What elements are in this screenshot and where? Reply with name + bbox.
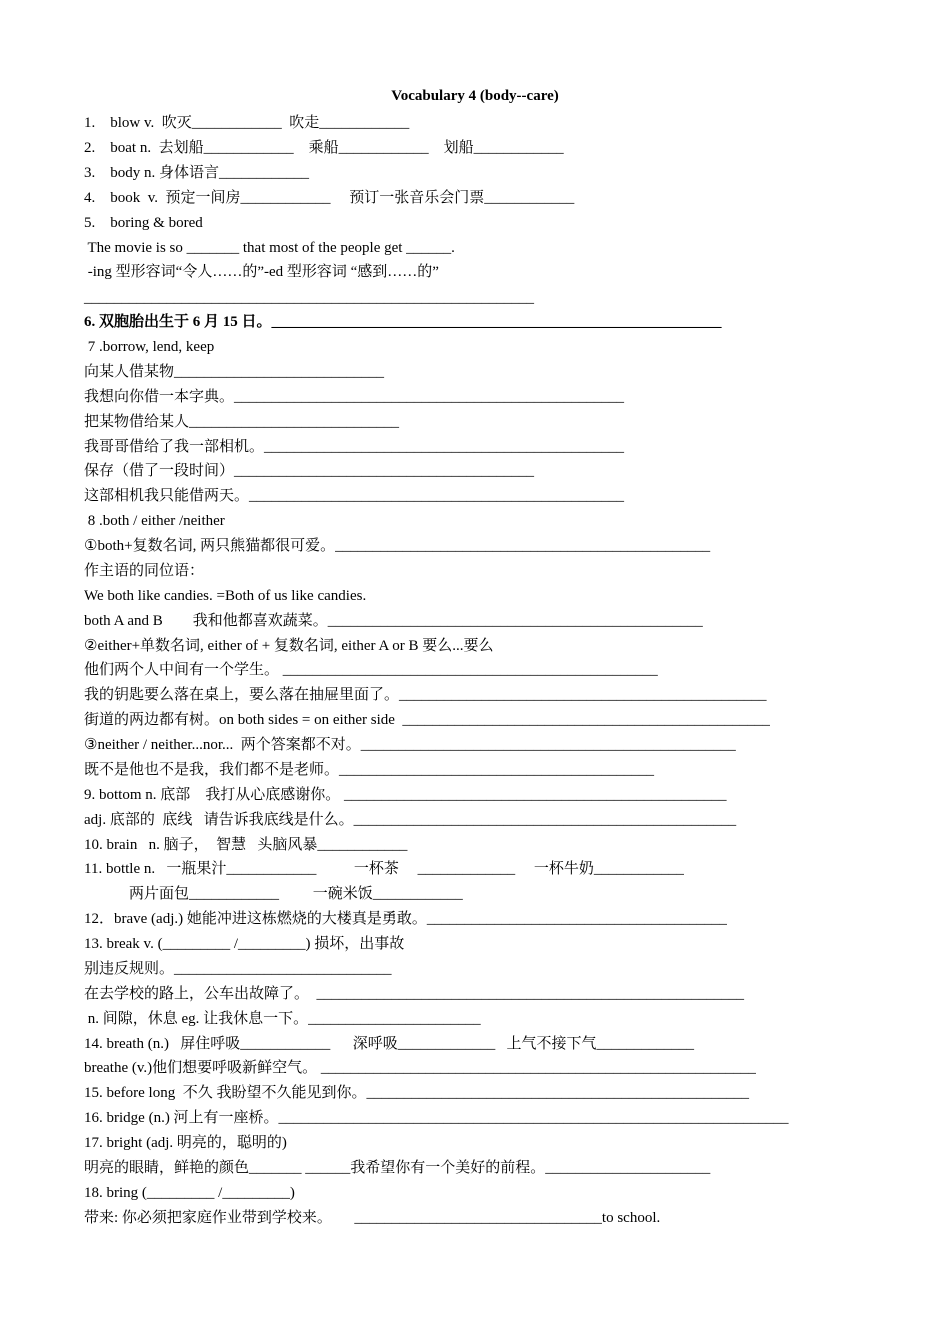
line-22: ②either+单数名词, either of + 复数名词, either A or B 要么...要么 bbox=[84, 638, 494, 654]
line-17: 8 .both / either /neither bbox=[84, 513, 225, 529]
line-11: 向某人借某物____________________________ bbox=[84, 364, 385, 380]
line-24: 我的钥匙要么落在桌上，要么落在抽屉里面了。_________________________________________________ bbox=[84, 687, 767, 703]
line-29: adj. 底部的 底线 请告诉我底线是什么。___________________________________________________ bbox=[84, 812, 737, 828]
line-44: 18. bring (_________ /_________) bbox=[84, 1185, 295, 1201]
line-7: -ing 型形容词“令人……的”-ed 型形容词 “感到……的” bbox=[84, 264, 439, 280]
line-45: 带来: 你必须把家庭作业带到学校来。 _________________________________to school. bbox=[84, 1210, 661, 1226]
line-37: n. 间隙，休息 eg. 让我休息一下。_______________________ bbox=[84, 1011, 481, 1027]
line-15: 保存（借了一段时间）________________________________________ bbox=[84, 463, 535, 479]
line-31: 11. bottle n. 一瓶果汁____________ 一杯茶 _____________ 一杯牛奶____________ bbox=[84, 861, 684, 877]
line-40: 15. before long 不久 我盼望不久能见到你。___________________________________________________ bbox=[84, 1085, 749, 1101]
page-title: Vocabulary 4 (body--care) bbox=[391, 88, 559, 104]
line-34: 13. break v. (_________ /_________) 损坏，出事故 bbox=[84, 936, 405, 952]
line-26: ③neither / neither...nor... 两个答案都不对。__________________________________________________ bbox=[84, 737, 736, 753]
line-30: 10. brain n. 脑子， 智慧 头脑风暴____________ bbox=[84, 837, 408, 853]
line-38: 14. breath (n.) 屏住呼吸____________ 深呼吸_____________ 上气不接下气_____________ bbox=[84, 1036, 694, 1052]
line-1: 1. blow v. 吹灭____________ 吹走____________ bbox=[84, 115, 410, 131]
line-39: breathe (v.)他们想要呼吸新鲜空气。 __________________________________________________________ bbox=[84, 1060, 756, 1076]
line-19: 作主语的同位语： bbox=[84, 563, 205, 579]
line-9: 6. 双胞胎出生于 6 月 15 日。____________________________________________________________ bbox=[84, 314, 722, 330]
line-21: both A and B 我和他都喜欢蔬菜。__________________________________________________ bbox=[84, 613, 703, 629]
line-2: 2. boat n. 去划船____________ 乘船____________ 划船____________ bbox=[84, 140, 564, 156]
line-27: 既不是他也不是我，我们都不是老师。__________________________________________ bbox=[84, 762, 655, 778]
line-20: We both like candies. =Both of us like candies. bbox=[84, 588, 367, 604]
line-33: 12．brave (adj.) 她能冲进这栋燃烧的大楼真是勇敢。________________________________________ bbox=[84, 911, 727, 927]
line-10: 7 .borrow, lend, keep bbox=[84, 339, 215, 355]
line-18: ①both+复数名词, 两只熊猫都很可爱。__________________________________________________ bbox=[84, 538, 711, 554]
line-36: 在去学校的路上，公车出故障了。 _________________________________________________________ bbox=[84, 986, 745, 1002]
line-41: 16. bridge (n.) 河上有一座桥。____________________________________________________________________ bbox=[84, 1110, 789, 1126]
line-14: 我哥哥借给了我一部相机。________________________________________________ bbox=[84, 439, 625, 455]
line-6: The movie is so _______ that most of the people get ______. bbox=[84, 240, 455, 256]
line-12: 我想向你借一本字典。____________________________________________________ bbox=[84, 389, 625, 405]
line-13: 把某物借给某人____________________________ bbox=[84, 414, 400, 430]
line-5: 5. boring & bored bbox=[84, 215, 203, 231]
line-35: 别违反规则。_____________________________ bbox=[84, 961, 392, 977]
line-42: 17. bright (adj. 明亮的，聪明的) bbox=[84, 1135, 287, 1151]
line-8: ____________________________________________________________ bbox=[84, 290, 534, 306]
line-16: 这部相机我只能借两天。__________________________________________________ bbox=[84, 488, 625, 504]
line-43: 明亮的眼睛，鲜艳的颜色_______ ______我希望你有一个美好的前程。______________________ bbox=[84, 1160, 711, 1176]
line-32: 两片面包____________ 一碗米饭____________ bbox=[84, 886, 463, 902]
line-23: 他们两个人中间有一个学生。 __________________________________________________ bbox=[84, 662, 658, 678]
line-3: 3. body n. 身体语言____________ bbox=[84, 165, 310, 181]
line-25: 街道的两边都有树。on both sides = on either side _________________________________________________ bbox=[84, 712, 770, 728]
line-28: 9. bottom n. 底部 我打从心底感谢你。 ___________________________________________________ bbox=[84, 787, 727, 803]
line-4: 4. book v. 预定一间房____________ 预订一张音乐会门票____________ bbox=[84, 190, 575, 206]
